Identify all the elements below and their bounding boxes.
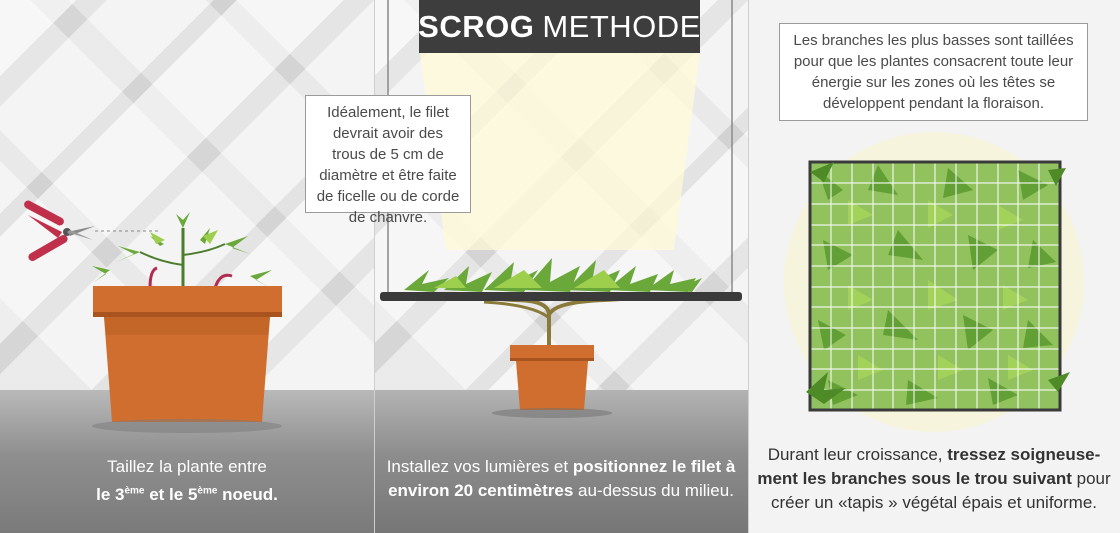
step2-caption [374,455,748,503]
step2-bold1: positionnez le filet à environ 20 centimètres [388,457,736,500]
step1-line2 [0,479,374,507]
step3-caption [748,443,1120,515]
panel-divider [748,0,749,533]
title-rest: METHODE [542,8,701,44]
step2-normal2: au-dessus du milieu. [573,481,734,500]
net-note-box: Idéalement, le filet devrait avoir des trous de 5 cm de diamètre et être faite de ficelle ou de corde de chanvre. [305,95,471,213]
panel-prune [0,0,374,533]
shears-icon [23,199,95,262]
step1-part-a: le 3 [96,484,125,504]
net-illustration [374,0,748,533]
title-bold: SCROG [418,8,535,44]
step3-bold1: tressez soigneuse-ment les branches sous le trou suivant [757,445,1101,488]
step1-part-b: et le 5 [144,484,198,504]
step3-normal2: pour créer un «tapis » végétal épais et uniforme. [770,469,1111,512]
prune-note-box: Les branches les plus basses sont taillées pour que les plantes consacrent toute leur énergie sur les zones où les têtes se développent pendant la floraison. [779,23,1088,121]
net-bar [380,292,742,301]
step2-normal1: Installez vos lumières et [386,457,573,476]
panel-net [374,0,748,533]
panel-divider [374,0,375,533]
step3-normal1: Durant leur croissance, [767,445,948,464]
step1-part-c: noeud. [217,484,278,504]
step1-caption [0,455,374,507]
page-title [419,0,700,53]
step1-sup-a: ème [124,485,145,496]
prune-illustration [0,0,374,533]
step1-sup-b: ème [197,485,218,496]
step1-line1: Taillez la plante entre [107,457,267,476]
